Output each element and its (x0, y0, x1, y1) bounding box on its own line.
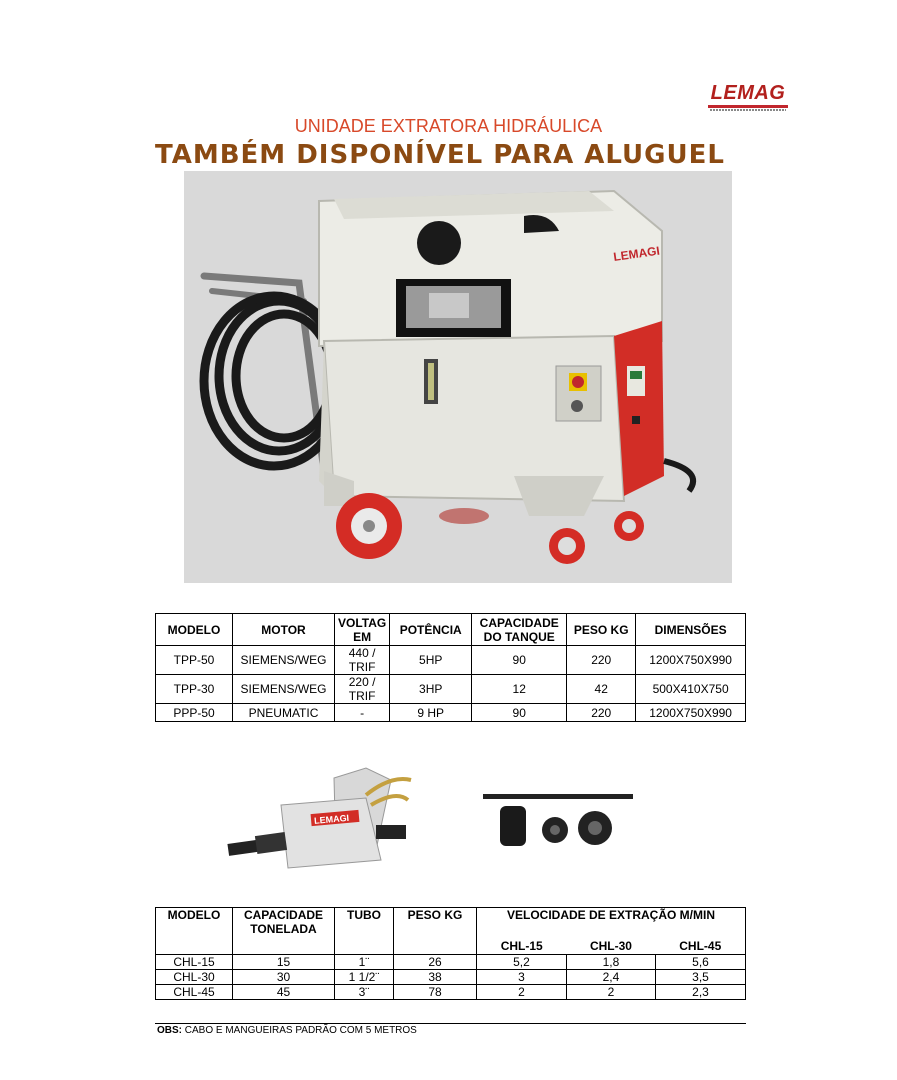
cell: 1¨ (335, 955, 394, 970)
accessories-illustration (478, 790, 638, 860)
extractor-table (155, 907, 746, 1000)
header-modelo: MODELO (156, 908, 233, 955)
cell: SIEMENS/WEG (233, 646, 335, 675)
footer-note (157, 1025, 417, 1036)
cell: 38 (394, 970, 477, 985)
header-potencia: POTÊNCIA (390, 614, 472, 646)
cell: 2,3 (655, 985, 745, 1000)
hydraulic-unit-illustration (184, 171, 732, 583)
cell: 2 (566, 985, 655, 1000)
cell: 3 (477, 970, 567, 985)
header-peso: PESO KG (567, 614, 636, 646)
cell: 3,5 (655, 970, 745, 985)
header-voltagem: VOLTAG EM (335, 614, 390, 646)
table-row (156, 646, 746, 675)
cell: 220 / TRIF (335, 675, 390, 704)
cell: 2 (477, 985, 567, 1000)
cell: 440 / TRIF (335, 646, 390, 675)
cell: SIEMENS/WEG (233, 675, 335, 704)
table-row (156, 985, 746, 1000)
table-row (156, 970, 746, 985)
cell: CHL-45 (156, 985, 233, 1000)
machine-brand-label: LEMAGI (612, 243, 661, 264)
cell: CHL-30 (156, 970, 233, 985)
table-row (156, 675, 746, 704)
subheader-chl15: CHL-15 (477, 937, 567, 954)
obs-label: OBS: (157, 1025, 182, 1036)
cell: 5,2 (477, 955, 567, 970)
header-capacidade: CAPACIDADE TONELADA (233, 908, 335, 955)
cell: 9 HP (390, 704, 472, 722)
cell: 12 (472, 675, 567, 704)
cell: 30 (233, 970, 335, 985)
cell: 26 (394, 955, 477, 970)
cell: 1,8 (566, 955, 655, 970)
cell: 5HP (390, 646, 472, 675)
hydraulic-unit-photo (184, 171, 732, 583)
table-row (156, 704, 746, 722)
cell: 220 (567, 704, 636, 722)
tool-brand-label: LEMAGI (313, 812, 350, 826)
cell: CHL-15 (156, 955, 233, 970)
accessories-photo (478, 790, 638, 860)
footer-divider (155, 1023, 746, 1024)
hydraulic-units-table (155, 613, 746, 722)
header-motor: MOTOR (233, 614, 335, 646)
cell: PPP-50 (156, 704, 233, 722)
cell: 90 (472, 646, 567, 675)
cell: 1 1/2¨ (335, 970, 394, 985)
cell: 78 (394, 985, 477, 1000)
cell: 1200X750X990 (636, 646, 746, 675)
subheader-chl30: CHL-30 (566, 937, 655, 954)
cell: 500X410X750 (636, 675, 746, 704)
cell: 90 (472, 704, 567, 722)
logo-fine-print (710, 109, 786, 111)
logo-text: LEMAG (708, 82, 788, 104)
cell: 1200X750X990 (636, 704, 746, 722)
obs-text: CABO E MANGUEIRAS PADRÃO COM 5 METROS (184, 1025, 417, 1036)
header-velocidade: VELOCIDADE DE EXTRAÇÃO M/MIN (477, 908, 746, 938)
extractor-tool-photo (216, 760, 446, 880)
cell: 45 (233, 985, 335, 1000)
table-header-row (156, 908, 746, 938)
extractor-tool-illustration (216, 760, 446, 880)
cell: 5,6 (655, 955, 745, 970)
subheader-chl45: CHL-45 (655, 937, 745, 954)
table-header-row (156, 614, 746, 646)
header-capacidade: CAPACIDADE DO TANQUE (472, 614, 567, 646)
page-subtitle: UNIDADE EXTRATORA HIDRÁULICA (294, 116, 603, 136)
cell: 220 (567, 646, 636, 675)
cell: PNEUMATIC (233, 704, 335, 722)
cell: 42 (567, 675, 636, 704)
header-modelo: MODELO (156, 614, 233, 646)
cell: - (335, 704, 390, 722)
page-headline: TAMBÉM DISPONÍVEL PARA ALUGUEL (155, 140, 725, 170)
company-logo (708, 82, 788, 112)
cell: 2,4 (566, 970, 655, 985)
header-peso: PESO KG (394, 908, 477, 955)
header-tubo: TUBO (335, 908, 394, 955)
cell: 3¨ (335, 985, 394, 1000)
logo-bar (708, 105, 788, 108)
cell: 15 (233, 955, 335, 970)
cell: TPP-30 (156, 675, 233, 704)
header-dimensoes: DIMENSÕES (636, 614, 746, 646)
cell: TPP-50 (156, 646, 233, 675)
table-row (156, 955, 746, 970)
cell: 3HP (390, 675, 472, 704)
